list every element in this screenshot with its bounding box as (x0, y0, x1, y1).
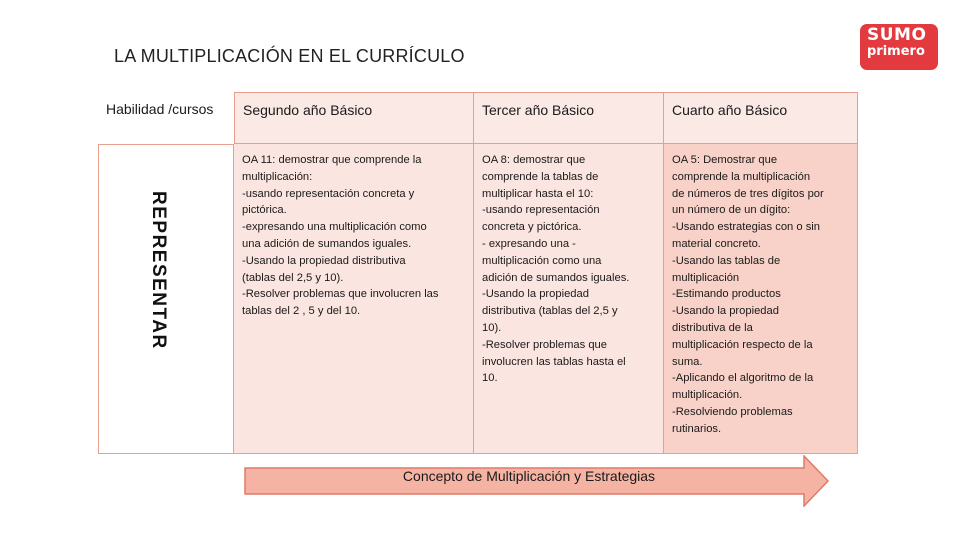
cell-tercer-basico: OA 8: demostrar que comprende la tablas de multiplicar hasta el 10: -usando representación concreta y pictórica. - expresando una - multiplicación como una adición de sumandos iguales. -Usando la propiedad distributiva (tablas del 2,5 y 10). -Resolver problemas que involucren las tablas hasta el 10. (474, 144, 664, 454)
cell-segundo-basico: OA 11: demostrar que comprende la multiplicación: -usando representación concreta y pictórica. -expresando una multiplicación como una adición de sumandos iguales. -Usando la propiedad distributiva (tablas del 2,5 y 10). -Resolver problemas que involucren las tablas del 2 , 5 y del 10. (234, 144, 474, 454)
curriculum-table (98, 92, 858, 454)
header-segundo-basico: Segundo año Básico (234, 92, 474, 144)
logo-line-1: SUMO (867, 25, 927, 45)
header-habilidad-cursos: Habilidad /cursos (98, 92, 234, 144)
logo-line-2: primero (867, 44, 925, 59)
cell-cuarto-basico: OA 5: Demostrar que comprende la multiplicación de números de tres dígitos por un número de un dígito: -Usando estrategias con o sin material concreto. -Usando las tablas de multiplicación -Estimando productos -Usando la propiedad distributiva de la multiplicación respecto de la suma. -Aplicando el algoritmo de la multiplicación. -Resolviendo problemas rutinarios. (664, 144, 858, 454)
row-label-representar: REPRESENTAR (147, 191, 169, 350)
row-label-cell (98, 144, 234, 454)
sumo-primero-logo (860, 24, 938, 70)
header-cuarto-basico: Cuarto año Básico (664, 92, 858, 144)
arrow-label: Concepto de Multiplicación y Estrategias (402, 468, 656, 484)
header-tercer-basico: Tercer año Básico (474, 92, 664, 144)
page-title: LA MULTIPLICACIÓN EN EL CURRÍCULO (114, 46, 465, 66)
